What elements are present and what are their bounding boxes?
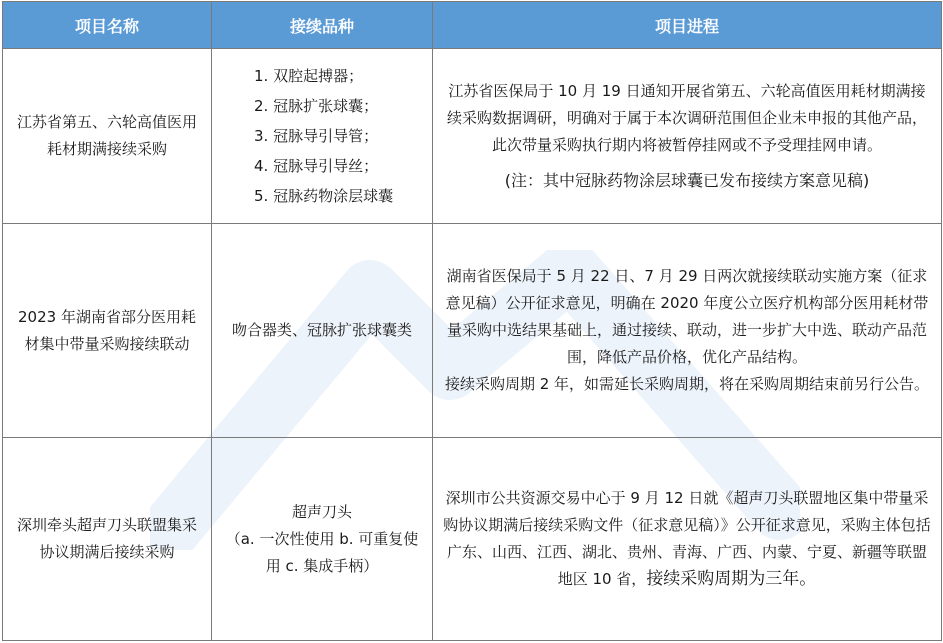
progress-text: 江苏省医保局于 10 月 19 日通知开展省第五、六轮高值医用耗材期满接续采购数据调研，明确对于属于本次调研范围但企业未申报的其他产品，此次带量采购执行期内将被暂停挂网或不予受理挂网申请。: [446, 82, 927, 154]
list-item: 1. 双腔起搏器；: [254, 67, 364, 85]
project-name-cell: 2023 年湖南省部分医用耗材集中带量采购接续联动: [3, 224, 212, 438]
variety-sub: （a. 一次性使用 b. 可重复使用 c. 集成手柄）: [225, 529, 419, 575]
variety-cell: [212, 438, 433, 641]
list-item: 3. 冠脉导引导管；: [254, 127, 379, 145]
progress-cell: [433, 224, 942, 438]
variety-list: [220, 61, 424, 211]
table-row: [3, 224, 942, 438]
header-variety: 接续品种: [212, 2, 433, 49]
progress-note: (注：其中冠脉药物涂层球囊已发布接续方案意见稿): [504, 171, 870, 190]
header-project-name: 项目名称: [3, 2, 212, 49]
progress-cell: [433, 438, 942, 641]
progress-text-emphasis: 接续采购周期为三年。: [646, 569, 817, 589]
progress-text-2: 接续采购周期 2 年，如需延长采购周期，将在采购周期结束前另行公告。: [444, 375, 930, 393]
project-name-cell: 江苏省第五、六轮高值医用耗材期满接续采购: [3, 49, 212, 224]
list-item: 4. 冠脉导引导丝；: [254, 157, 379, 175]
table-row: [3, 49, 942, 224]
variety-cell: [212, 49, 433, 224]
table-row: [3, 438, 942, 641]
header-progress: 项目进程: [433, 2, 942, 49]
progress-cell: [433, 49, 942, 224]
table-header-row: [3, 2, 942, 49]
consumables-table: [2, 1, 942, 641]
project-name-cell: 深圳牵头超声刀头联盟集采协议期满后接续采购: [3, 438, 212, 641]
variety-cell: 吻合器类、冠脉扩张球囊类: [212, 224, 433, 438]
progress-text: 深圳市公共资源交易中心于 9 月 12 日就《超声刀头联盟地区集中带量采购协议期满后接续采购文件（征求意见稿）》公开征求意见，采购主体包括广东、山西、江西、湖北、贵州、青海、广西、内蒙、宁夏、新疆等联盟地区 10 省，: [443, 489, 931, 588]
list-item: 2. 冠脉扩张球囊；: [254, 97, 379, 115]
progress-text: 湖南省医保局于 5 月 22 日、7 月 29 日两次就接续联动实施方案（征求意见稿）公开征求意见，明确在 2020 年度公立医疗机构部分医用耗材带量采购中选结果基础上，通过接续、联动，进一步扩大中选、联动产品范围，降低产品价格，优化产品结构。: [445, 267, 929, 366]
list-item: 5. 冠脉药物涂层球囊: [254, 187, 394, 205]
variety-name: 超声刀头: [291, 502, 352, 521]
